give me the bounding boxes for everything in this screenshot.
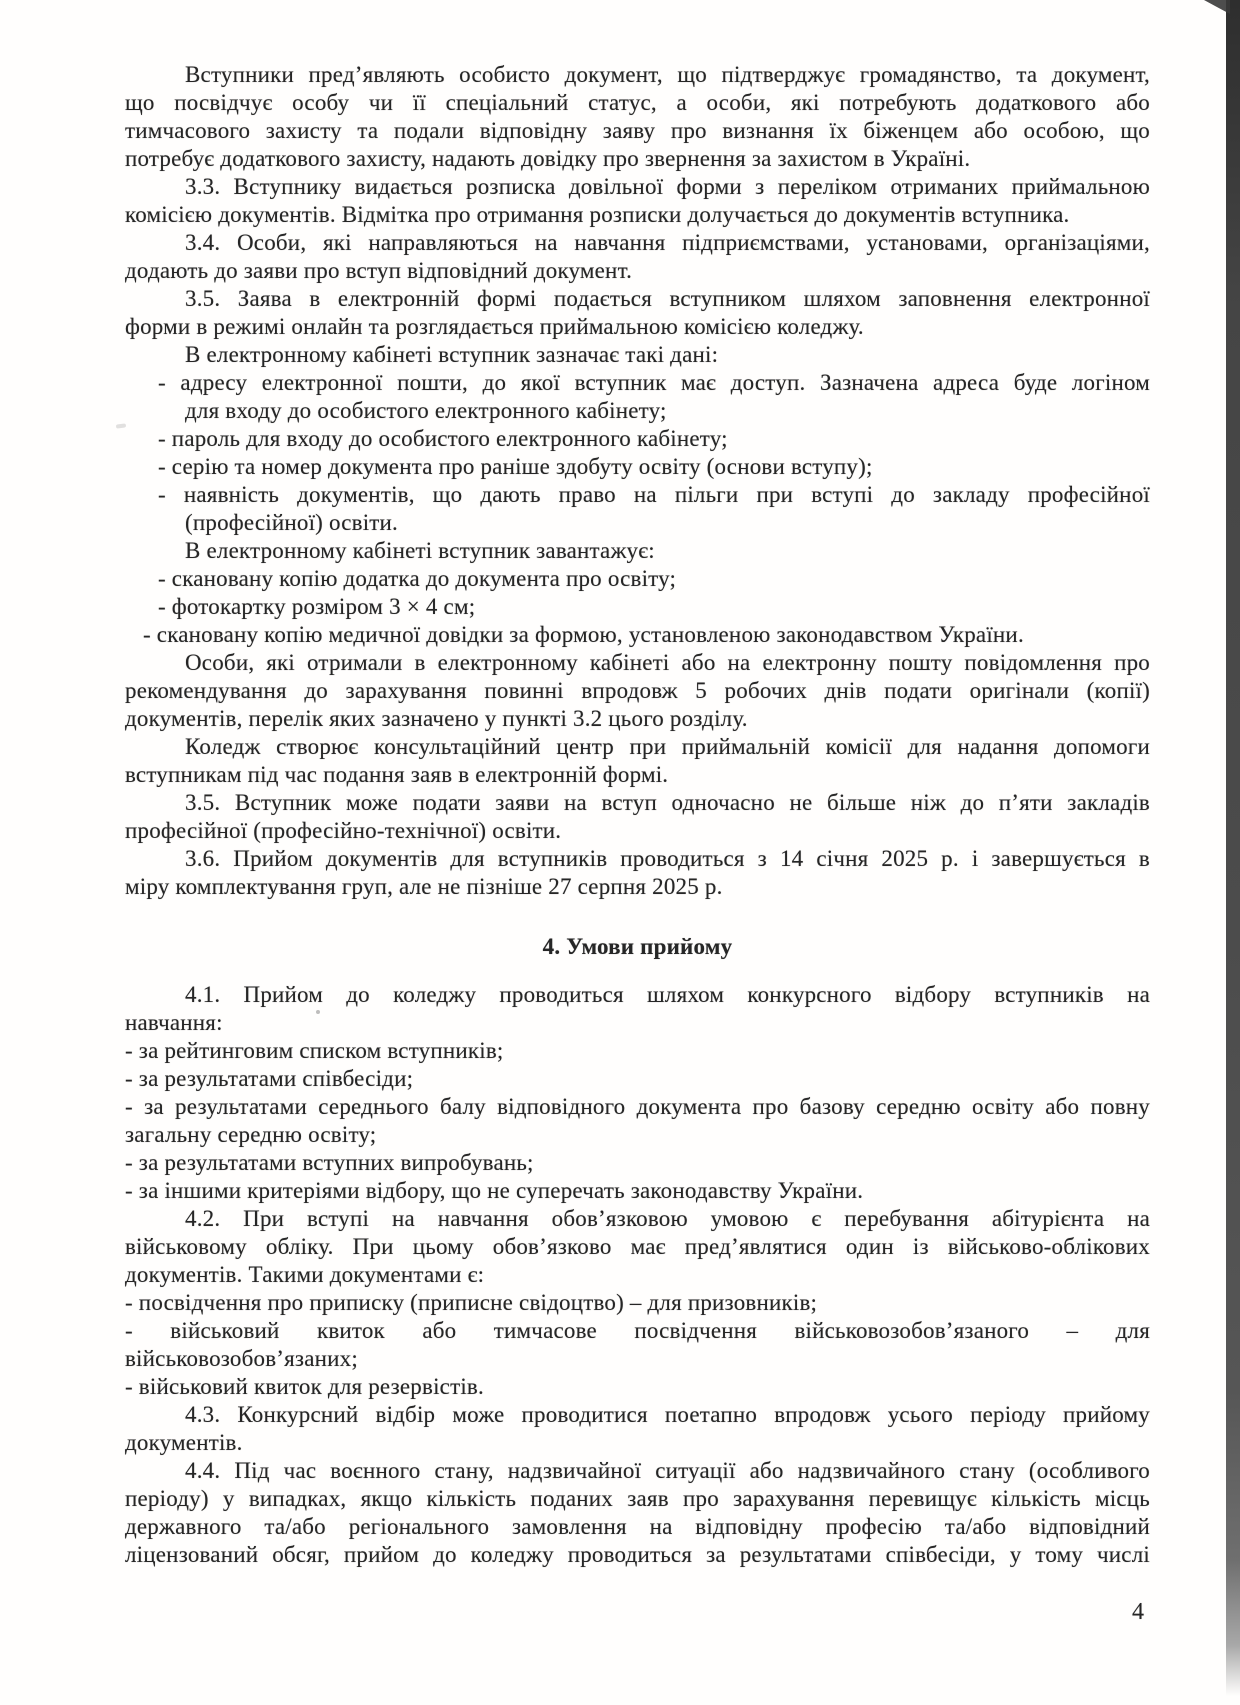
text-line: - серію та номер документа про раніше здобуту освіту (основи вступу); <box>158 454 873 479</box>
text-line: - скановану копію додатка до документа про освіту; <box>158 566 677 591</box>
text-line: 4.4. Під час воєнного стану, надзвичайної ситуації або надзвичайного стану (особливого <box>185 1458 1150 1483</box>
text-line: документів. <box>125 1430 243 1455</box>
text-line: 3.6. Прийом документів для вступників проводиться з 14 січня 2025 р. і завершується в <box>185 846 1150 871</box>
text-line: державного та/або регіонального замовлення на відповідну професію та/або відповідний <box>125 1514 1150 1539</box>
text-line: 3.3. Вступнику видається розписка довільної форми з переліком отриманих приймальною <box>185 174 1150 199</box>
text-line: форми в режимі онлайн та розглядається приймальною комісією коледжу. <box>125 314 864 339</box>
text-line: Особи, які отримали в електронному кабінеті або на електронну пошту повідомлення про <box>185 650 1150 675</box>
text-line: 4.1. Прийом до коледжу проводиться шляхом конкурсного відбору вступників на <box>185 982 1150 1007</box>
text-line: - посвідчення про приписку (приписне свідоцтво) – для призовників; <box>125 1290 818 1315</box>
text-line: додають до заяви про вступ відповідний документ. <box>125 258 633 283</box>
text-line: для входу до особистого електронного кабінету; <box>185 398 667 423</box>
text-line: 4.3. Конкурсний відбір може проводитися поетапно впродовж усього періоду прийому <box>185 1402 1150 1427</box>
text-line: - за результатами вступних випробувань; <box>125 1150 534 1175</box>
text-line: ліцензований обсяг, прийом до коледжу проводиться за результатами співбесіди, у тому числі <box>125 1542 1150 1567</box>
text-line: - за рейтинговим списком вступників; <box>125 1038 504 1063</box>
text-line: періоду) у випадках, якщо кількість поданих заяв про зарахування перевищує кількість місць <box>125 1486 1150 1511</box>
text-line: тимчасового захисту та подали відповідну заяву про визнання їх біженцем або особою, що <box>125 118 1150 143</box>
text-line: документів, перелік яких зазначено у пункті 3.2 цього розділу. <box>125 706 748 731</box>
text-line: - скановану копію медичної довідки за формою, установленою законодавством України. <box>143 622 1024 647</box>
text-line: військовозобов’язаних; <box>125 1346 358 1371</box>
text-line: - фотокартку розміром 3 × 4 см; <box>158 594 476 619</box>
document-lines <box>125 61 1150 1569</box>
text-line: - пароль для входу до особистого електронного кабінету; <box>158 426 728 451</box>
text-line: 3.5. Заява в електронній формі подається вступником шляхом заповнення електронної <box>185 286 1150 311</box>
text-line: - за іншими критеріями відбору, що не суперечать законодавству України. <box>125 1178 864 1203</box>
text-line: Вступники пред’являють особисто документ, що підтверджує громадянство, та документ, <box>185 62 1150 87</box>
text-line: - адресу електронної пошти, до якої вступник має доступ. Зазначена адреса буде логіном <box>158 370 1150 395</box>
text-line: професійної (професійно-технічної) освіти. <box>125 818 562 843</box>
text-line: загальну середню освіту; <box>125 1122 377 1147</box>
text-line: 4.2. При вступі на навчання обов’язковою умовою є перебування абітурієнта на <box>185 1206 1150 1231</box>
text-line: - військовий квиток або тимчасове посвідчення військовозобов’язаного – для <box>125 1318 1150 1343</box>
text-line: - за результатами середнього балу відповідного документа про базову середню освіту або повну <box>125 1094 1150 1119</box>
text-line: - військовий квиток для резервістів. <box>125 1374 484 1399</box>
text-line: В електронному кабінеті вступник завантажує: <box>185 538 655 563</box>
text-line: потребує додаткового захисту, надають довідку про звернення за захистом в Україні. <box>125 146 971 171</box>
scan-speck <box>316 1010 320 1014</box>
page-number: 4 <box>1132 1599 1144 1625</box>
text-line: рекомендування до зарахування повинні впродовж 5 робочих днів подати оригінали (копії) <box>125 678 1150 703</box>
text-line: Коледж створює консультаційний центр при приймальній комісії для надання допомоги <box>185 734 1150 759</box>
text-line: міру комплектування груп, але не пізніше 27 серпня 2025 р. <box>125 874 723 899</box>
text-line: (професійної) освіти. <box>185 510 399 535</box>
text-line: - наявність документів, що дають право на пільги при вступі до закладу професійної <box>158 482 1150 507</box>
text-line: вступникам під час подання заяв в електронній формі. <box>125 762 669 787</box>
text-line: 3.5. Вступник може подати заяви на вступ одночасно не більше ніж до п’яти закладів <box>185 790 1150 815</box>
section-heading: 4. Умови прийому <box>542 934 733 959</box>
text-line: документів. Такими документами є: <box>125 1262 485 1287</box>
text-line: 3.4. Особи, які направляються на навчання підприємствами, установами, організаціями, <box>185 230 1150 255</box>
text-line: комісією документів. Відмітка про отримання розписки долучається до документів вступника. <box>125 202 1070 227</box>
scan-edge-shadow <box>1226 0 1240 1696</box>
text-line: навчання: <box>125 1010 223 1035</box>
text-line: військовому обліку. При цьому обов’язково має пред’являтися один із військово-облікових <box>125 1234 1150 1259</box>
text-line: В електронному кабінеті вступник зазначає такі дані: <box>185 342 719 367</box>
text-line: що посвідчує особу чи її спеціальний статус, а особи, які потребують додаткового або <box>125 90 1150 115</box>
text-line: - за результатами співбесіди; <box>125 1066 414 1091</box>
